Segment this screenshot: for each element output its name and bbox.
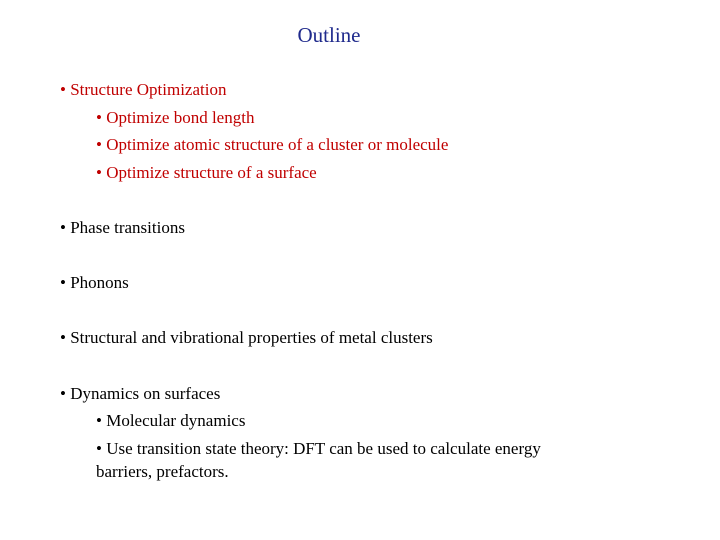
section-heading-phase-transitions: • Phase transitions (60, 218, 185, 237)
list-item-optimize-surface-structure: • Optimize structure of a surface (96, 163, 317, 182)
section-heading-phonons: • Phonons (60, 273, 129, 292)
section-heading-structure-optimization: • Structure Optimization (60, 80, 227, 99)
section-heading-dynamics-on-surfaces: • Dynamics on surfaces (60, 384, 221, 403)
list-item-transition-state-theory-continued: barriers, prefactors. (96, 462, 229, 481)
section-heading-metal-clusters: • Structural and vibrational properties of metal clusters (60, 328, 433, 347)
list-item-molecular-dynamics: • Molecular dynamics (96, 411, 246, 430)
list-item-transition-state-theory: • Use transition state theory: DFT can be used to calculate energy (96, 439, 541, 458)
slide-title: Outline (297, 23, 361, 47)
list-item-optimize-cluster-structure: • Optimize atomic structure of a cluster or molecule (96, 135, 449, 154)
list-item-optimize-bond-length: • Optimize bond length (96, 108, 255, 127)
